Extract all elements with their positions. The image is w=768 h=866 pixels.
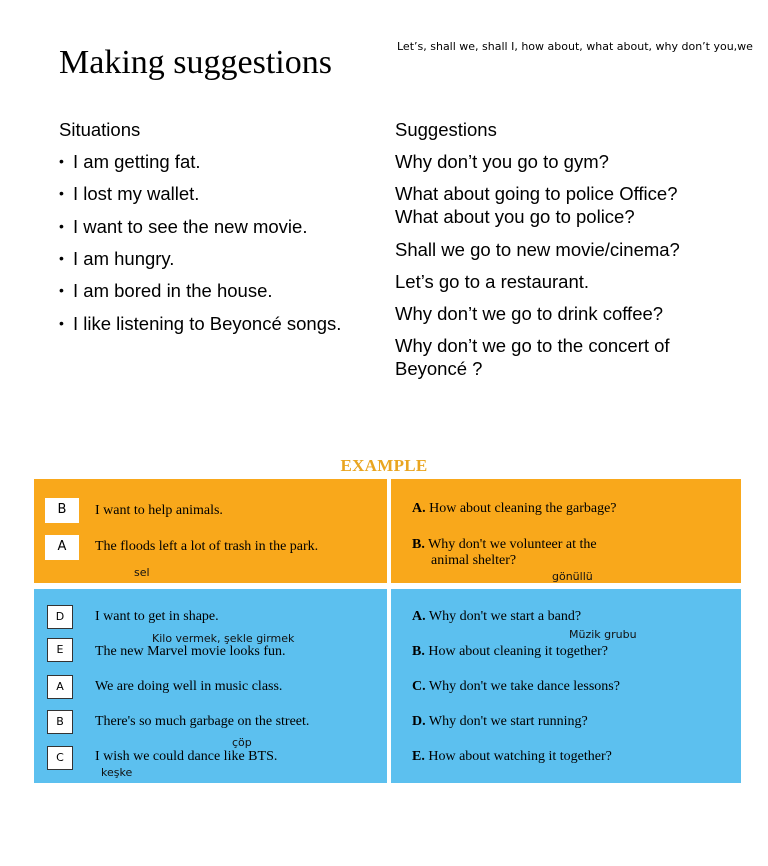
situation-item: • I am bored in the house.	[59, 280, 273, 301]
answer-box[interactable]: B	[47, 710, 73, 734]
option-text: C. Why don't we take dance lessons?	[412, 679, 620, 694]
suggestions-heading: Suggestions	[395, 119, 497, 140]
situation-item: • I like listening to Beyoncé songs.	[59, 313, 342, 334]
prompt-text: I wish we could dance like BTS.	[95, 749, 278, 764]
answer-box[interactable]: E	[47, 638, 73, 662]
option-text: A. Why don't we start a band?	[412, 609, 582, 624]
example-title: EXAMPLE	[340, 456, 428, 475]
situation-item: • I am getting fat.	[59, 151, 201, 172]
situation-item: • I want to see the new movie.	[59, 216, 308, 237]
situation-item: • I am hungry.	[59, 248, 175, 269]
prompt-text: The new Marvel movie looks fun.	[95, 644, 286, 659]
situations-heading: Situations	[59, 119, 141, 140]
option-text: B. How about cleaning it together?	[412, 644, 608, 659]
suggestion-item: Why don’t we go to drink coffee?	[395, 303, 664, 324]
prompt-text: The floods left a lot of trash in the park.	[95, 539, 319, 554]
translation-note: keşke	[101, 766, 133, 779]
example-top-left-panel	[34, 479, 387, 583]
suggestion-item: Why don’t you go to gym?	[395, 151, 609, 172]
translation-note: gönüllü	[552, 570, 593, 583]
translation-note: sel	[134, 566, 150, 579]
answer-box[interactable]: A	[45, 535, 79, 560]
translation-note: çöp	[232, 736, 252, 749]
prompt-text: I want to help animals.	[95, 503, 223, 518]
translation-note: Kilo vermek, şekle girmek	[152, 632, 295, 645]
suggestion-item: What about going to police Office?	[395, 183, 678, 204]
situation-item: • I lost my wallet.	[59, 183, 200, 204]
answer-box[interactable]: A	[47, 675, 73, 699]
option-text: A. How about cleaning the garbage?	[412, 501, 617, 516]
answer-box[interactable]: B	[45, 498, 79, 523]
suggestion-item: Let’s go to a restaurant.	[395, 271, 590, 292]
prompt-text: We are doing well in music class.	[95, 679, 283, 694]
suggestion-item: Shall we go to new movie/cinema?	[395, 239, 680, 260]
translation-note: Müzik grubu	[569, 628, 637, 641]
option-text: D. Why don't we start running?	[412, 714, 588, 729]
page-title: Making suggestions	[59, 44, 332, 81]
prompt-text: I want to get in shape.	[95, 609, 219, 624]
suggestion-item: Beyoncé ?	[395, 358, 483, 379]
answer-box[interactable]: C	[47, 746, 73, 770]
suggestion-item: Why don’t we go to the concert of	[395, 335, 670, 356]
suggestion-keywords: Let’s, shall we, shall I, how about, what about, why don’t you,we	[397, 40, 753, 53]
option-text: B. Why don't we volunteer at the	[412, 537, 597, 552]
option-text-continued: animal shelter?	[431, 553, 517, 568]
option-text: E. How about watching it together?	[412, 749, 612, 764]
suggestion-item: What about you go to police?	[395, 206, 635, 227]
answer-box[interactable]: D	[47, 605, 73, 629]
prompt-text: There's so much garbage on the street.	[95, 714, 310, 729]
